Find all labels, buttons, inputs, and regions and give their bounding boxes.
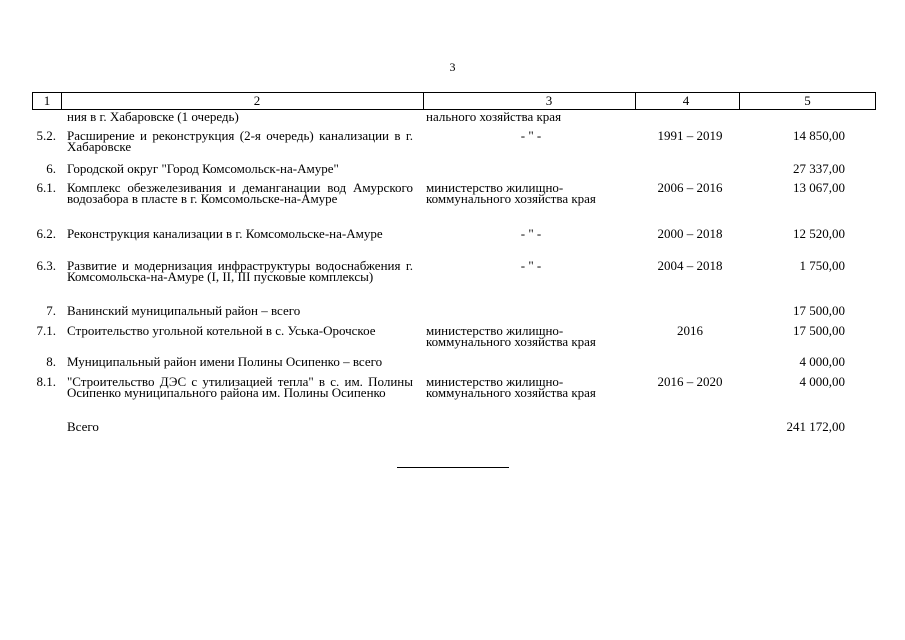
row-org: - " - (520, 128, 542, 143)
row-num: 8. (46, 354, 56, 369)
row-years: 2016 – 2020 (657, 374, 723, 389)
row-name: Строительство угольной котельной в с. Уська-Орочское (67, 323, 376, 338)
header-col-4: 4 (682, 93, 690, 108)
row-org: министерство жилищно-коммунального хозяйства края (426, 323, 596, 349)
row-num: 5.2. (36, 128, 56, 143)
row-name: Развитие и модернизация инфраструктуры водоснабжения г. Комсомольска-на-Амуре (I, II, III пусковые комплексы) (67, 258, 413, 284)
header-col-3: 3 (545, 93, 553, 108)
row-num: 6.2. (36, 226, 56, 241)
row-org: - " - (520, 258, 542, 273)
row-amount: 4 000,00 (799, 354, 845, 369)
row-name: Муниципальный район имени Полины Осипенко – всего (67, 354, 383, 369)
total-amount: 241 172,00 (786, 419, 845, 434)
row-num: 8.1. (36, 374, 56, 389)
row-name: Городской округ "Город Комсомольск-на-Амуре" (67, 161, 339, 176)
row-num: 6.3. (36, 258, 56, 273)
row-amount: 27 337,00 (793, 161, 845, 176)
row-num: 6.1. (36, 180, 56, 195)
page-number: 3 (449, 60, 456, 74)
total-label: Всего (67, 419, 99, 434)
row-amount: 13 067,00 (793, 180, 845, 195)
row-years: 2000 – 2018 (657, 226, 723, 241)
row-amount: 1 750,00 (799, 258, 845, 273)
header-col-1: 1 (43, 93, 51, 108)
row-amount: 12 520,00 (793, 226, 845, 241)
row-name: Расширение и реконструкция (2-я очередь) канализации в г. Хабаровске (67, 128, 413, 154)
row-org: нального хозяйства края (426, 109, 562, 124)
row-years: 2006 – 2016 (657, 180, 723, 195)
row-org: министерство жилищно-коммунального хозяйства края (426, 180, 596, 206)
row-years: 2004 – 2018 (657, 258, 723, 273)
end-rule (397, 467, 509, 468)
row-amount: 17 500,00 (793, 323, 845, 338)
row-years: 2016 (677, 323, 703, 338)
row-amount: 14 850,00 (793, 128, 845, 143)
row-num: 7.1. (36, 323, 56, 338)
row-num: 6. (46, 161, 56, 176)
row-name: ния в г. Хабаровске (1 очередь) (67, 109, 239, 124)
row-years: 1991 – 2019 (657, 128, 723, 143)
row-amount: 4 000,00 (799, 374, 845, 389)
row-org: - " - (520, 226, 542, 241)
row-amount: 17 500,00 (793, 303, 845, 318)
header-col-5: 5 (804, 93, 811, 108)
row-num: 7. (46, 303, 56, 318)
row-name: Ванинский муниципальный район – всего (67, 303, 301, 318)
row-name: Комплекс обезжелезивания и деманганации вод Амурского водозабора в пласте в г. Комсомольске-на-Амуре (67, 180, 413, 206)
table-header (32, 92, 876, 110)
row-org: министерство жилищно-коммунального хозяйства края (426, 374, 596, 400)
row-name: Реконструкция канализации в г. Комсомольске-на-Амуре (67, 226, 383, 241)
row-name: "Строительство ДЭС с утилизацией тепла" в с. им. Полины Осипенко муниципального района им. Полины Осипенко (67, 374, 413, 400)
header-col-2: 2 (253, 93, 261, 108)
